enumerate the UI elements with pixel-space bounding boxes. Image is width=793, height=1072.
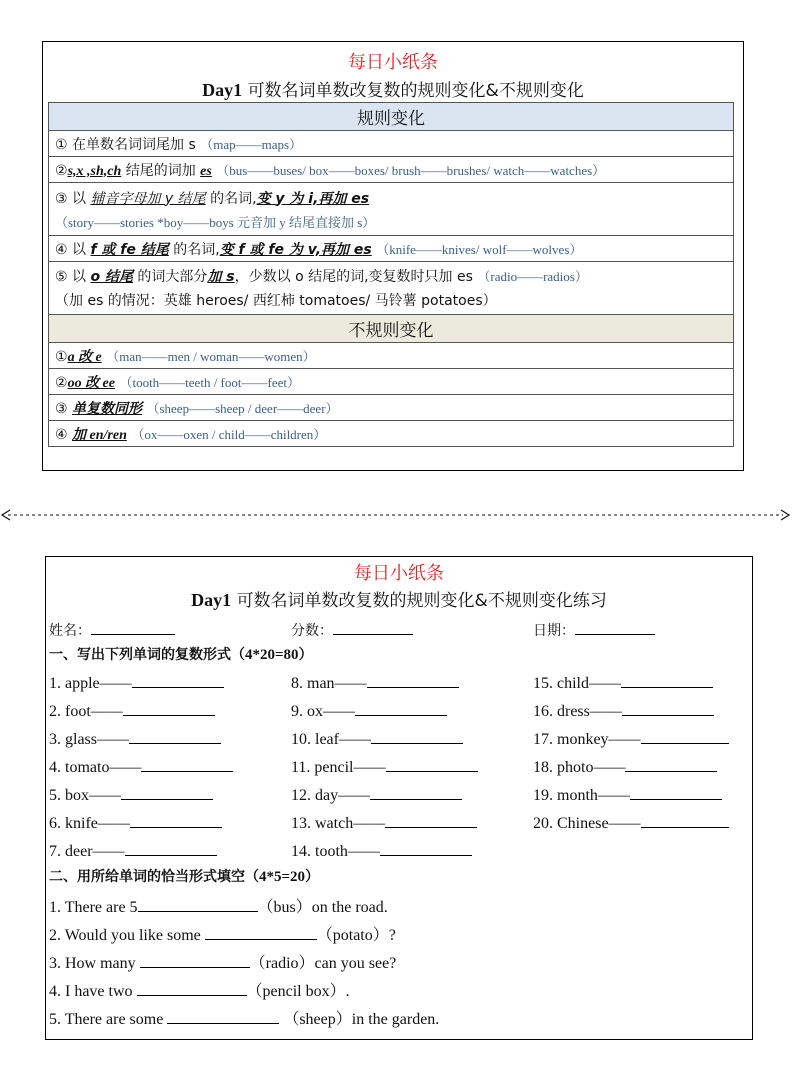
notes-title: 每日小纸条 bbox=[348, 52, 438, 73]
notes-subtitle bbox=[43, 80, 743, 101]
irregular-rule-2: ②oo 改 ee （tooth——teeth / foot——feet） bbox=[49, 369, 734, 395]
regular-rule-2: ②s,x ,sh,ch 结尾的词加 es （bus——buses/ box——boxes/ brush——brushes/ watch——watches） bbox=[49, 157, 734, 183]
word-item: 1. apple—— bbox=[49, 672, 224, 694]
sentence-item: 5. There are some （sheep）in the garden. bbox=[49, 1008, 439, 1030]
irregular-rule-1: ①a 改 e （man——men / woman——women） bbox=[49, 343, 734, 369]
answer-blank[interactable] bbox=[205, 924, 317, 940]
irregular-header: 不规则变化 bbox=[49, 315, 734, 343]
word-item: 10. leaf—— bbox=[291, 728, 463, 750]
name-blank[interactable] bbox=[91, 619, 175, 635]
notes-card bbox=[42, 41, 744, 471]
word-item: 2. foot—— bbox=[49, 700, 215, 722]
word-item: 3. glass—— bbox=[49, 728, 221, 750]
answer-blank[interactable] bbox=[621, 672, 713, 688]
regular-rule-4: ④ 以 f 或 fe 结尾 的名词,变 f 或 fe 为 v,再加 es （knife——knives/ wolf——wolves） bbox=[49, 236, 734, 262]
score-field: 分数： bbox=[291, 619, 413, 641]
word-item: 14. tooth—— bbox=[291, 840, 472, 862]
exercise-title: 每日小纸条 bbox=[354, 563, 444, 584]
regular-rule-5: ⑤ 以 o 结尾 的词大部分加 s，少数以 o 结尾的词,变复数时只加 es （radio——radios） （加 es 的情况：英雄 heroes/ 西红柿 tomatoes/ 马铃薯 potatoes） bbox=[49, 262, 734, 315]
answer-blank[interactable] bbox=[141, 756, 233, 772]
word-item: 12. day—— bbox=[291, 784, 462, 806]
word-item: 11. pencil—— bbox=[291, 756, 478, 778]
sentence-item: 4. I have two （pencil box）. bbox=[49, 980, 350, 1002]
answer-blank[interactable] bbox=[630, 784, 722, 800]
irregular-rule-4: ④ 加 en/ren （ox——oxen / child——children） bbox=[49, 421, 734, 447]
exercise-card bbox=[45, 556, 753, 1040]
regular-rule-1: ① 在单数名词词尾加 s （map——maps） bbox=[49, 131, 734, 157]
irregular-rule-3: ③ 单复数同形 （sheep——sheep / deer——deer） bbox=[49, 395, 734, 421]
answer-blank[interactable] bbox=[385, 812, 477, 828]
word-item: 17. monkey—— bbox=[533, 728, 729, 750]
name-field: 姓名： bbox=[49, 619, 175, 641]
date-blank[interactable] bbox=[575, 619, 655, 635]
answer-blank[interactable] bbox=[140, 952, 250, 968]
answer-blank[interactable] bbox=[641, 812, 729, 828]
answer-blank[interactable] bbox=[622, 700, 714, 716]
answer-blank[interactable] bbox=[125, 840, 217, 856]
section-1-heading: 一、写出下列单词的复数形式（4*20=80） bbox=[49, 647, 313, 663]
notes-day: Day1 bbox=[202, 80, 243, 100]
regular-rule-3: ③ 以 辅音字母加 y 结尾 的名词,变 y 为 i,再加 es （story——stories *boy——boys 元音加 y 结尾直接加 s） bbox=[49, 183, 734, 236]
answer-blank[interactable] bbox=[380, 840, 472, 856]
answer-blank[interactable] bbox=[137, 980, 247, 996]
section-2-heading: 二、用所给单词的恰当形式填空（4*5=20） bbox=[49, 869, 320, 885]
answer-blank[interactable] bbox=[386, 756, 478, 772]
word-item: 15. child—— bbox=[533, 672, 713, 694]
answer-blank[interactable] bbox=[367, 672, 459, 688]
date-field: 日期： bbox=[533, 619, 655, 641]
sentence-item: 1. There are 5 （bus）on the road. bbox=[49, 896, 388, 918]
sentence-item: 3. How many （radio）can you see? bbox=[49, 952, 396, 974]
word-item: 20. Chinese—— bbox=[533, 812, 729, 834]
answer-blank[interactable] bbox=[625, 756, 717, 772]
exercise-day: Day1 bbox=[191, 590, 232, 610]
sentence-item: 2. Would you like some （potato）? bbox=[49, 924, 396, 946]
word-item: 9. ox—— bbox=[291, 700, 447, 722]
word-item: 19. month—— bbox=[533, 784, 722, 806]
rules-table bbox=[48, 102, 734, 447]
regular-header: 规则变化 bbox=[49, 103, 734, 131]
exercise-subtitle-text: 可数名词单数改复数的规则变化&不规则变化练习 bbox=[236, 591, 607, 611]
exercise-subtitle bbox=[46, 590, 752, 611]
answer-blank[interactable] bbox=[167, 1008, 279, 1024]
cut-line-divider bbox=[0, 507, 793, 523]
answer-blank[interactable] bbox=[370, 784, 462, 800]
answer-blank[interactable] bbox=[371, 728, 463, 744]
notes-subtitle-text: 可数名词单数改复数的规则变化&不规则变化 bbox=[247, 81, 584, 101]
answer-blank[interactable] bbox=[121, 784, 213, 800]
word-item: 18. photo—— bbox=[533, 756, 717, 778]
word-item: 7. deer—— bbox=[49, 840, 217, 862]
answer-blank[interactable] bbox=[132, 672, 224, 688]
score-blank[interactable] bbox=[333, 619, 413, 635]
word-item: 6. knife—— bbox=[49, 812, 222, 834]
word-item: 5. box—— bbox=[49, 784, 213, 806]
answer-blank[interactable] bbox=[641, 728, 729, 744]
word-item: 4. tomato—— bbox=[49, 756, 233, 778]
answer-blank[interactable] bbox=[130, 812, 222, 828]
word-item: 13. watch—— bbox=[291, 812, 477, 834]
answer-blank[interactable] bbox=[129, 728, 221, 744]
answer-blank[interactable] bbox=[123, 700, 215, 716]
answer-blank[interactable] bbox=[355, 700, 447, 716]
word-item: 16. dress—— bbox=[533, 700, 714, 722]
word-item: 8. man—— bbox=[291, 672, 459, 694]
answer-blank[interactable] bbox=[138, 896, 258, 912]
